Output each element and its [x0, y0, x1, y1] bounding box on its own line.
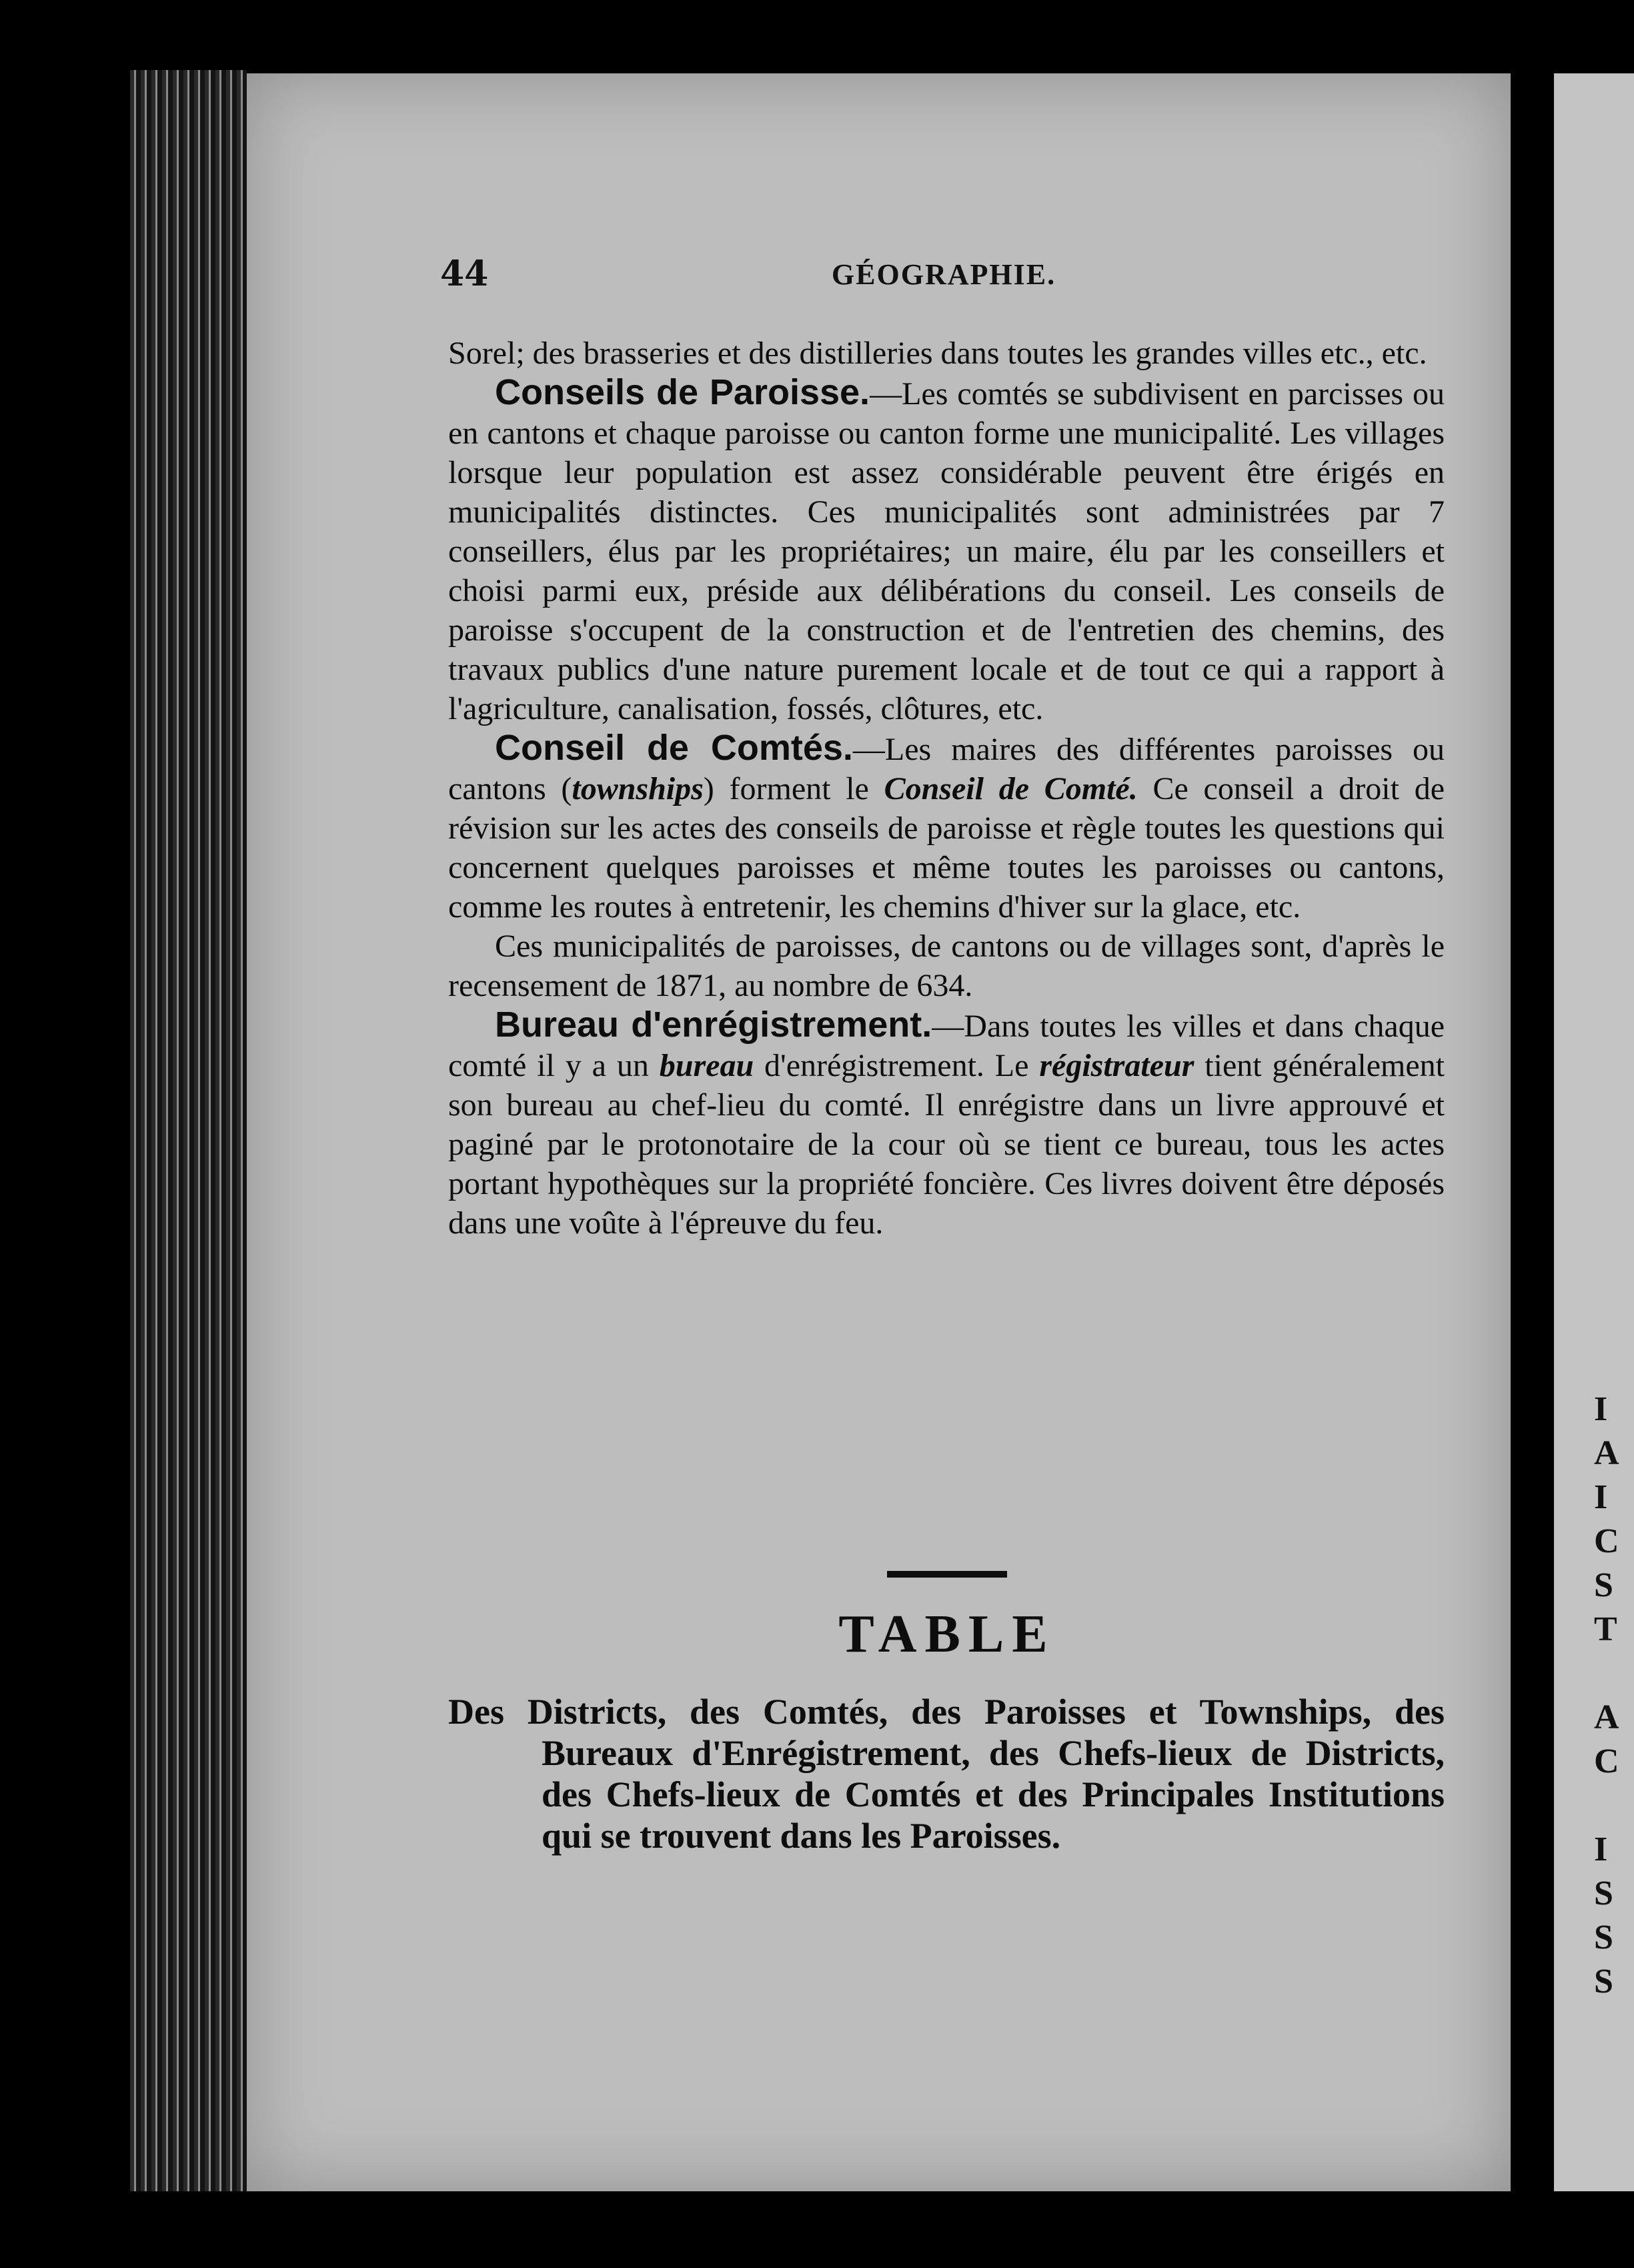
adjacent-letter: I — [1594, 1830, 1608, 1868]
adjacent-letter: I — [1594, 1390, 1608, 1428]
section-divider-rule — [887, 1571, 1007, 1578]
adjacent-letter: C — [1594, 1522, 1619, 1560]
adjacent-letter: S — [1594, 1566, 1613, 1604]
book-page-edges — [130, 70, 247, 2191]
section-body: —Les comtés se subdivisent en parcisses ou en cantons et chaque paroisse ou canton forme une municipalité. Les villages lorsque leur population est assez considérable peuvent être érigés en municipalités distinctes. Ces municipalités sont administrées par 7 conseillers, élus par les propriétaires; un maire, élu par les conseillers et choisi parmi eux, préside aux délibérations du conseil. Les conseils de paroisse s'occupent de la construction et de l'entretien des chemins, des travaux publics d'une nature purement locale et de tout ce qui a rapport à l'agriculture, canalisation, fossés, clôtures, etc. — [448, 376, 1445, 726]
section-body: —Dans toutes les villes et dans chaque comté il y a un — [448, 1009, 1445, 1083]
section-heading: Conseil de Comtés. — [495, 728, 853, 768]
section-heading: Conseils de Paroisse. — [495, 372, 870, 412]
page-header — [440, 253, 1447, 300]
adjacent-letter: T — [1594, 1610, 1617, 1648]
intro-paragraph: Sorel; des brasseries et des distilleries dans toutes les grandes villes etc., etc. — [448, 336, 1427, 371]
section-body: —Les maires des différentes paroisses ou cantons ( — [448, 732, 1445, 806]
italic-term: townships — [572, 771, 704, 806]
adjacent-letter — [1594, 1652, 1619, 1696]
adjacent-letter: S — [1594, 1874, 1613, 1912]
section-conseil-de-comtes — [448, 728, 1445, 927]
table-subtitle: Des Districts, des Comtés, des Paroisses et Townships, des Bureaux d'Enrégistrement, des Chefs-lieux de Districts, des Chefs-lieux de Comtés et des Principales Institutions qui se trouvent dans les Paroisses. — [448, 1692, 1445, 1856]
italic-term: Conseil de Comté. — [884, 771, 1138, 806]
adjacent-letter: C — [1594, 1742, 1619, 1780]
table-title: TABLE — [838, 1605, 1056, 1664]
page-number: 44 — [440, 253, 489, 294]
adjacent-letter: A — [1594, 1698, 1619, 1736]
adjacent-page-letters — [1594, 1387, 1619, 2004]
adjacent-letter: A — [1594, 1434, 1619, 1472]
section-conseils-de-paroisse — [448, 373, 1445, 728]
running-head: GÉOGRAPHIE. — [831, 258, 1056, 291]
adjacent-letter: S — [1594, 1918, 1613, 1956]
section-body: tient généralement son bureau au chef-lieu du comté. Il enrégistre dans un livre approuvé et paginé par le protonotaire de la cour où se tient ce bureau, tous les actes portant hypothèques sur la propriété foncière. Ces livres doivent être déposés dans une voûte à l'épreuve du feu. — [448, 1048, 1445, 1241]
adjacent-letter — [1594, 1784, 1619, 1828]
section-body: Ce conseil a droit de révision sur les actes des conseils de paroisse et règle toutes les questions qui concernent quelques paroisses et même toutes les paroisses ou cantons, comme les routes à entretenir, les chemins d'hiver sur la glace, etc. — [448, 771, 1445, 925]
body-text — [448, 334, 1445, 1243]
adjacent-letter: S — [1594, 1962, 1613, 2001]
section-bureau-enregistrement — [448, 1005, 1445, 1243]
section-body: d'enrégistrement. Le — [754, 1048, 1040, 1083]
section-heading: Bureau d'enrégistrement. — [495, 1005, 932, 1045]
italic-term: bureau — [659, 1048, 754, 1083]
italic-term: régistrateur — [1039, 1048, 1194, 1083]
section-body: ) forment le — [703, 771, 884, 806]
section-continuation: Ces municipalités de paroisses, de cantons ou de villages sont, d'après le recensement de 1871, au nombre de 634. — [448, 929, 1445, 1003]
adjacent-letter: I — [1594, 1478, 1608, 1516]
